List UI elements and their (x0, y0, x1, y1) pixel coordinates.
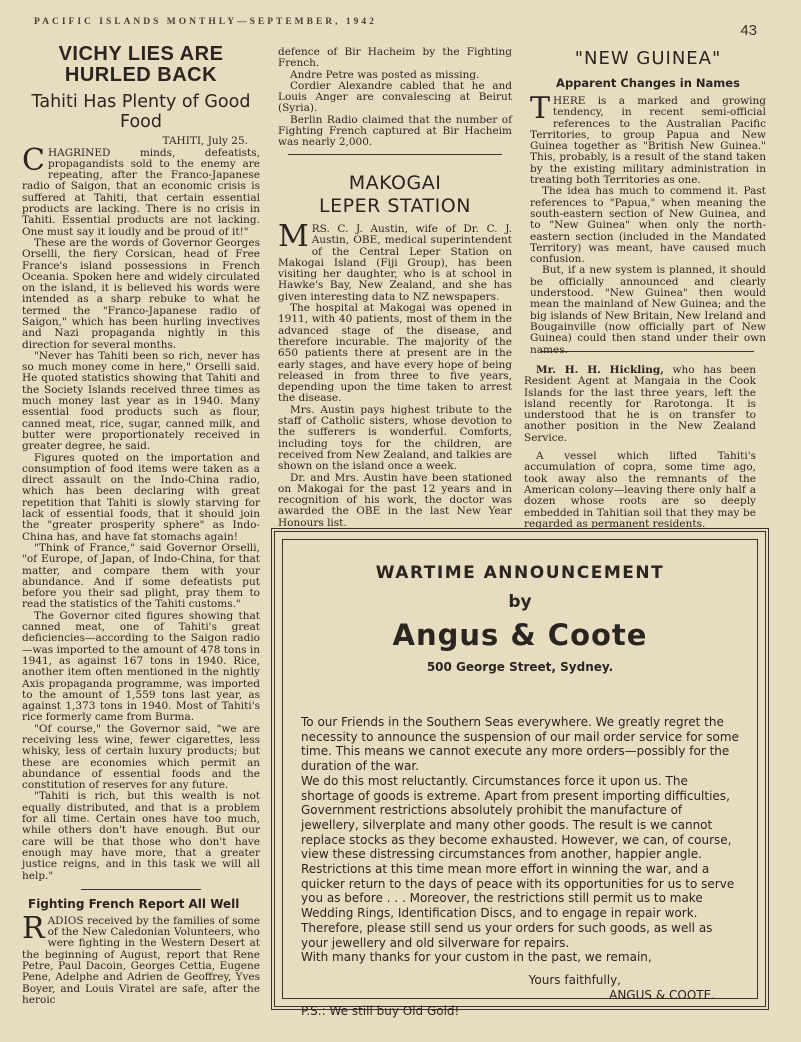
ad-paragraph: To our Friends in the Southern Seas everywhere. We greatly regret the necessity to announce the suspension of our mail order service for some time. This means we cannot execute any more orders—possibly for the duration of the war. (301, 715, 739, 774)
makogai-paragraph: Mrs. Austin pays highest tribute to the staff of Catholic sisters, whose devotion to the sufferers is wonderful. Comforts, including toys for the children, are received from New Zealand, and talkies are shown on the island once a week. (278, 403, 512, 473)
drop-cap: R (22, 910, 45, 946)
ad-body (301, 715, 741, 1019)
fighting-paragraph: defence of Bir Hacheim by the Fighting French. (278, 46, 512, 70)
divider (81, 889, 201, 890)
makogai-paragraph: MRS. C. J. Austin, wife of Dr. C. J. Austin, OBE, medical superintendent of the Central Leper Station on Makogai Island (Fiji Group), has been visiting her daughter, who is at school in Hawke's Bay, New Zealand, and she has given interesting data to NZ newspapers. (278, 219, 512, 303)
vichy-paragraph: These are the words of Governor Georges Orselli, the fiery Corsican, head of Free France's island possessions in French Oceania. Spoken here and widely circulated on the island, it is believed his words were intended as a sharp rebuke to what he termed the "Franco-Japanese radio of Saigon," which has been hurling invectives and Nazi propaganda nightly in this direction for several months. (22, 236, 260, 351)
hickling-paragraph: Mr. H. H. Hickling, who has been Resident Agent at Mangaia in the Cook Islands for the last three years, left the island recently for Rarotonga. It is understood that he is on transfer to another position in the New Zealand Service. (524, 364, 756, 444)
vichy-paragraph: "Think of France," said Governor Orselli, "of Europe, of Japan, of Indo-China, for that matter, and compare them with your abundance. And if some defeatists put before you their sad plight, pray them to read the statistics of the Tahiti customs." (22, 541, 260, 611)
ad-closing: Yours faithfully, (528, 972, 621, 987)
fighting-paragraph: Andre Petre was posted as missing. (290, 68, 480, 81)
fighting-continued (278, 47, 512, 149)
person-name: Mr. H. H. Hickling, (536, 364, 664, 376)
vichy-paragraph: "Of course," the Governor said, "we are receiving less wine, fewer cigarettes, less whisky, less of certain luxury products; but these are economies which permit an abundance of essential foods and the constitution of reserves for any future. (22, 722, 260, 792)
running-head: PACIFIC ISLANDS MONTHLY—SEPTEMBER, 1942 (34, 17, 377, 27)
newguinea-headline: "NEW GUINEA" (574, 48, 722, 69)
newguinea-paragraph: But, if a new system is planned, it should be officially announced and clearly understood. "New Guinea" then would mean the mainland of New Guinea; and the big islands of New Britain, New Ireland and Bougainville (now officially part of New Guinea) could then stand under their own names. (530, 264, 766, 356)
vichy-paragraph: The Governor cited figures showing that canned meat, one of Tahiti's great deficiencies—according to the Saigon radio—was imported to the amount of 478 tons in 1941, as against 167 tons in 1940. Rice, another item often mentioned in the nightly Axis propaganda programme, was imported to the amount of 1,559 tons last year, as against 1,373 tons in 1940. Most of Tahiti's rice formerly came from Burma. (22, 609, 260, 724)
vichy-subhead: Tahiti Has Plenty of Good Food (31, 92, 251, 133)
vichy-dateline: TAHITI, July 25. (162, 135, 248, 148)
drop-cap: M (278, 219, 309, 254)
makogai-headline: MAKOGAI LEPER STATION (319, 172, 471, 217)
fighting-paragraph: RADIOS received by the families of some of the New Caledonian Volunteers, who were fighting in the Western Desert at the beginning of August, report that Rene Petre, Paul Dacoin, Georges Cettia, Eugene Pene, Adelphe and Adrien de Geoffrey, Yves Boyer, and Louis Viratel are safe, after the heroic (22, 910, 260, 1006)
makogai-article (278, 172, 512, 529)
drop-cap: C (22, 142, 45, 178)
vichy-paragraph: "Never has Tahiti been so rich, never has so much money come in here," Orselli said. He quoted statistics showing that Tahiti and the Society Islands received three times as much money last year as in 1940. Many essential food products such as flour, canned meat, rice, sugar, canned milk, and butter were proportionately received in greater degree, he said. (22, 349, 260, 453)
copra-paragraph: A vessel which lifted Tahiti's accumulation of copra, some time ago, took away also the remnants of the American colony—leaving there only half a dozen whose roots are so deeply embedded in Tahitian soil that they may be regarded as permanent residents. (524, 450, 756, 530)
newguinea-article (530, 48, 766, 356)
fighting-subhead: Fighting French Report All Well (28, 896, 240, 911)
makogai-paragraph: The hospital at Makogai was opened in 1911, with 40 patients, most of them in the advanced stage of the disease, and therefore incurable. The majority of the 650 patients there at present are in the early stages, and have every hope of being released in from three to five years, depending upon the time taken to arrest the disease. (278, 302, 512, 405)
newguinea-subhead: Apparent Changes in Names (556, 76, 740, 90)
newguinea-paragraph: THERE is a marked and growing tendency, in recent semi-official references to the Australian Pacific Territories, to group Papua and New Guinea together as "British New Guinea." This, probably, is a result of the stand taken by the existing military administration in treating both Territories as one. (530, 91, 766, 187)
hickling-item (524, 365, 756, 530)
vichy-article (22, 44, 260, 1006)
vichy-paragraph: Figures quoted on the importation and consumption of food items were taken as a direct assault on the Indo-China radio, which has been declaring with great repetition that Tahiti is slowly starving for lack of essential foods, that it should join the "greater prosperity sphere" as Indo-China has, and have fat stomachs again! (22, 451, 260, 543)
page-number: 43 (740, 22, 757, 39)
ad-company: Angus & Coote (392, 618, 648, 652)
ad-signature: ANGUS & COOTE. (609, 987, 715, 1002)
fighting-paragraph: Berlin Radio claimed that the number of Fighting French captured at Bir Hacheim was nearly 2,000. (278, 113, 512, 149)
ad-postscript: P.S.: We still buy Old Gold! (301, 1004, 460, 1019)
wartime-announcement-ad (271, 528, 769, 1019)
ad-paragraph: With many thanks for your custom in the past, we remain, (301, 950, 652, 965)
vichy-headline: VICHY LIES ARE HURLED BACK (58, 43, 224, 86)
ad-by: by (508, 592, 532, 612)
vichy-paragraph: "Tahiti is rich, but this wealth is not equally distributed, and that is a problem for all time. Certain ones have too much, while others don't have enough. But our care will be that those who don't have enough may have more, that a greater justice reigns, and in this task we will all help." (22, 790, 260, 882)
ad-address: 500 George Street, Sydney. (426, 660, 614, 674)
ad-title: WARTIME ANNOUNCEMENT (375, 563, 665, 583)
newguinea-paragraph: The idea has much to commend it. Past references to "Papua," when meaning the south-eastern section of New Guinea, and to "New Guinea" when only the north-eastern section (included in the Mandated Territory) was meant, have caused much confusion. (530, 185, 766, 266)
drop-cap: T (530, 91, 551, 126)
vichy-paragraph: CHAGRINED minds, defeatists, propagandists sold to the enemy are repeating, after the Franco-Japanese radio of Saigon, that an economic crisis is suffered at Tahiti, that certain essential products are lacking. There is no crisis in Tahiti. Essential products are not lacking. One must say it loudly and be proud of it!" (22, 142, 260, 238)
divider (540, 351, 754, 352)
makogai-paragraph: Dr. and Mrs. Austin have been stationed on Makogai for the past 12 years and in recognition of his work, the doctor was awarded the OBE in the last New Year Honours list. (278, 471, 512, 529)
divider (288, 154, 502, 155)
fighting-paragraph: Cordier Alexandre cabled that he and Louis Anger are convalescing at Beirut (Syria). (278, 79, 512, 115)
ad-paragraph: We do this most reluctantly. Circumstances force it upon us. The shortage of goods is extreme. Apart from present importing difficulties, Government restrictions absolutely prohibit the manufacture of jewellery, silverplate and many other goods. The result is we cannot replace stocks as they become exhausted. However, we can, of course, view these distressing circumstances from another, happier angle. Restrictions at this time mean more effort in winning the war, and a quicker return to the days of peace with its opportunities for us to serve you as before . . . Moreover, the restrictions still permit us to make Wedding Rings, Identification Discs, and to engage in repair work. Therefore, please still send us your orders for such goods, as well as your jewellery and old silverware for repairs. (301, 773, 735, 950)
